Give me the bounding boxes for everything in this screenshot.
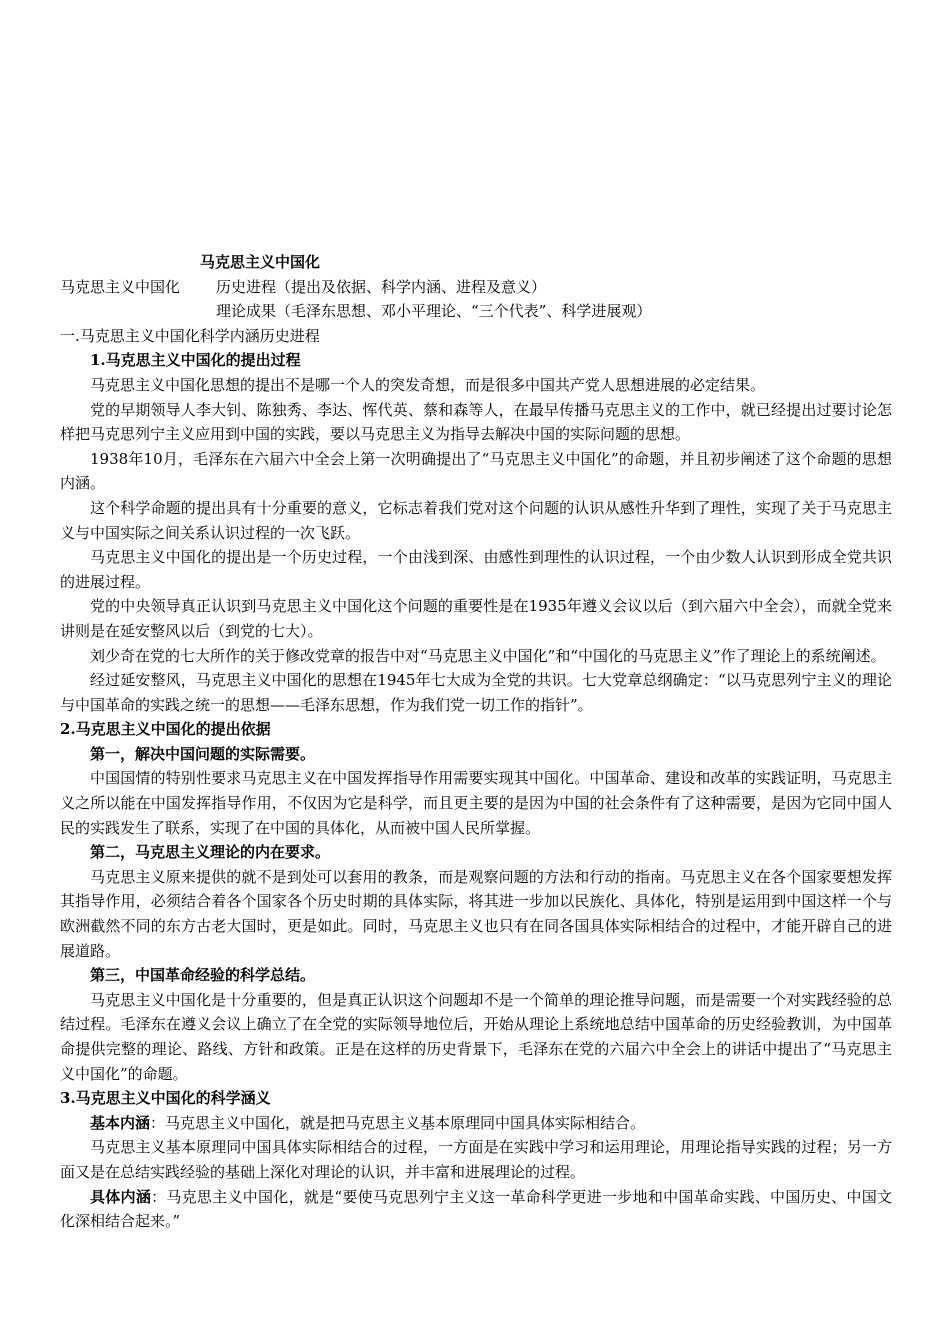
section-heading-1: 一.马克思主义中国化科学内涵历史进程: [60, 326, 320, 345]
subsection-heading-3: 3.马克思主义中国化的科学涵义: [60, 1089, 271, 1108]
outline-item-theory: 理论成果（毛泽东思想、邓小平理论、“三个代表”、科学进展观）: [216, 302, 652, 321]
paragraph: 党的中央领导真正认识到马克思主义中国化这个问题的重要性是在1935年遵义会议以后（到六届六中全会），而就全党来讲则是在延安整风以后（到党的七大）。: [60, 597, 892, 640]
paragraph: 马克思主义中国化思想的提出不是哪一个人的突发奇想，而是很多中国共产党人思想进展的必定结果。: [90, 375, 766, 394]
paragraph: 马克思主义基本原理同中国具体实际相结合的过程，一方面是在实践中学习和运用理论，用理论指导实践的过程；另一方面又是在总结实践经验的基础上深化对理论的认识，并丰富和进展理论的过程。: [60, 1138, 892, 1181]
paragraph: 1938年10月，毛泽东在六届六中全会上第一次明确提出了“马克思主义中国化”的命题，并且初步阐述了这个命题的思想内涵。: [60, 449, 892, 493]
paragraph: [60, 1111, 892, 1136]
paragraph: 中国国情的特别性要求马克思主义在中国发挥指导作用需要实现其中国化。中国革命、建设和改革的实践证明，马克思主义之所以能在中国发挥指导作用，不仅因为它是科学，而且更主要的是因为中国的社会条件有了这种需要，是因为它同中国人民的实践发生了联系，实现了在中国的具体化，从而被中国人民所掌握。: [60, 769, 892, 837]
outline-row-1: [60, 275, 892, 300]
paragraph: 马克思主义中国化的提出是一个历史过程，一个由浅到深、由感性到理性的认识过程，一个由少数人认识到形成全党共识的进展过程。: [60, 548, 892, 591]
subsection-heading-1: 1.马克思主义中国化的提出过程: [90, 351, 301, 370]
paragraph: 刘少奇在党的七大所作的关于修改党章的报告中对“马克思主义中国化”和“中国化的马克思主义”作了理论上的系统阐述。: [90, 646, 886, 665]
paragraph: 经过延安整风，马克思主义中国化的思想在1945年七大成为全党的共识。七大党章总纲确定：“以马克思列宁主义的理论与中国革命的实践之统一的思想——毛泽东思想，作为我们党一切工作的指针”。: [60, 671, 892, 714]
specific-meaning-label: 具体内涵: [90, 1187, 152, 1206]
point-heading: 第一，解决中国问题的实际需要。: [90, 744, 316, 763]
paragraph: 马克思主义中国化是十分重要的，但是真正认识这个问题却不是一个简单的理论推导问题，而是需要一个对实践经验的总结过程。毛泽东在遵义会议上确立了在全党的实际领导地位后，开始从理论上系统地总结中国革命的历史经验教训，为中国革命提供完整的理论、路线、方针和政策。正是在这样的历史背景下，毛泽东在党的六届六中全会上的讲话中提出了“马克思主义中国化”的命题。: [60, 990, 892, 1083]
point-heading: 第三，中国革命经验的科学总结。: [90, 966, 316, 985]
outline-item-history: 历史进程（提出及依据、科学内涵、进程及意义）: [216, 277, 547, 296]
subsection-heading-2: 2.马克思主义中国化的提出依据: [60, 720, 271, 739]
page-title: 马克思主义中国化: [200, 253, 321, 271]
specific-meaning-text: ：马克思主义中国化，就是“要使马克思列宁主义这一革命科学更进一步地和中国革命实践、中国历史、中国文化深相结合起来。”: [60, 1187, 892, 1231]
basic-meaning-text: ：马克思主义中国化，就是把马克思主义基本原理同中国具体实际相结合。: [150, 1113, 646, 1132]
basic-meaning-label: 基本内涵: [90, 1113, 151, 1132]
paragraph: 党的早期领导人李大钊、陈独秀、李达、恽代英、蔡和森等人，在最早传播马克思主义的工作中，就已经提出过要讨论怎样把马克思列宁主义应用到中国的实践，要以马克思主义为指导去解决中国的实际问题的思想。: [60, 400, 892, 444]
paragraph: 马克思主义原来提供的就不是到处可以套用的教条，而是观察问题的方法和行动的指南。马克思主义在各个国家要想发挥其指导作用，必须结合着各个国家各个历史时期的具体实际，将其进一步加以民族化、具体化，特别是运用到中国这样一个与欧洲截然不同的东方古老大国时，更是如此。同时，马克思主义也只有在同各国具体实际相结合的过程中，才能开辟自己的进展道路。: [60, 867, 892, 960]
document-page: [60, 250, 892, 1234]
outline-left-label: 马克思主义中国化: [60, 277, 181, 296]
paragraph: [60, 1185, 892, 1234]
point-heading: 第二，马克思主义理论的内在要求。: [90, 843, 331, 862]
paragraph: 这个科学命题的提出具有十分重要的意义，它标志着我们党对这个问题的认识从感性升华到了理性，实现了关于马克思主义与中国实际之间关系认识过程的一次飞跃。: [60, 498, 892, 542]
